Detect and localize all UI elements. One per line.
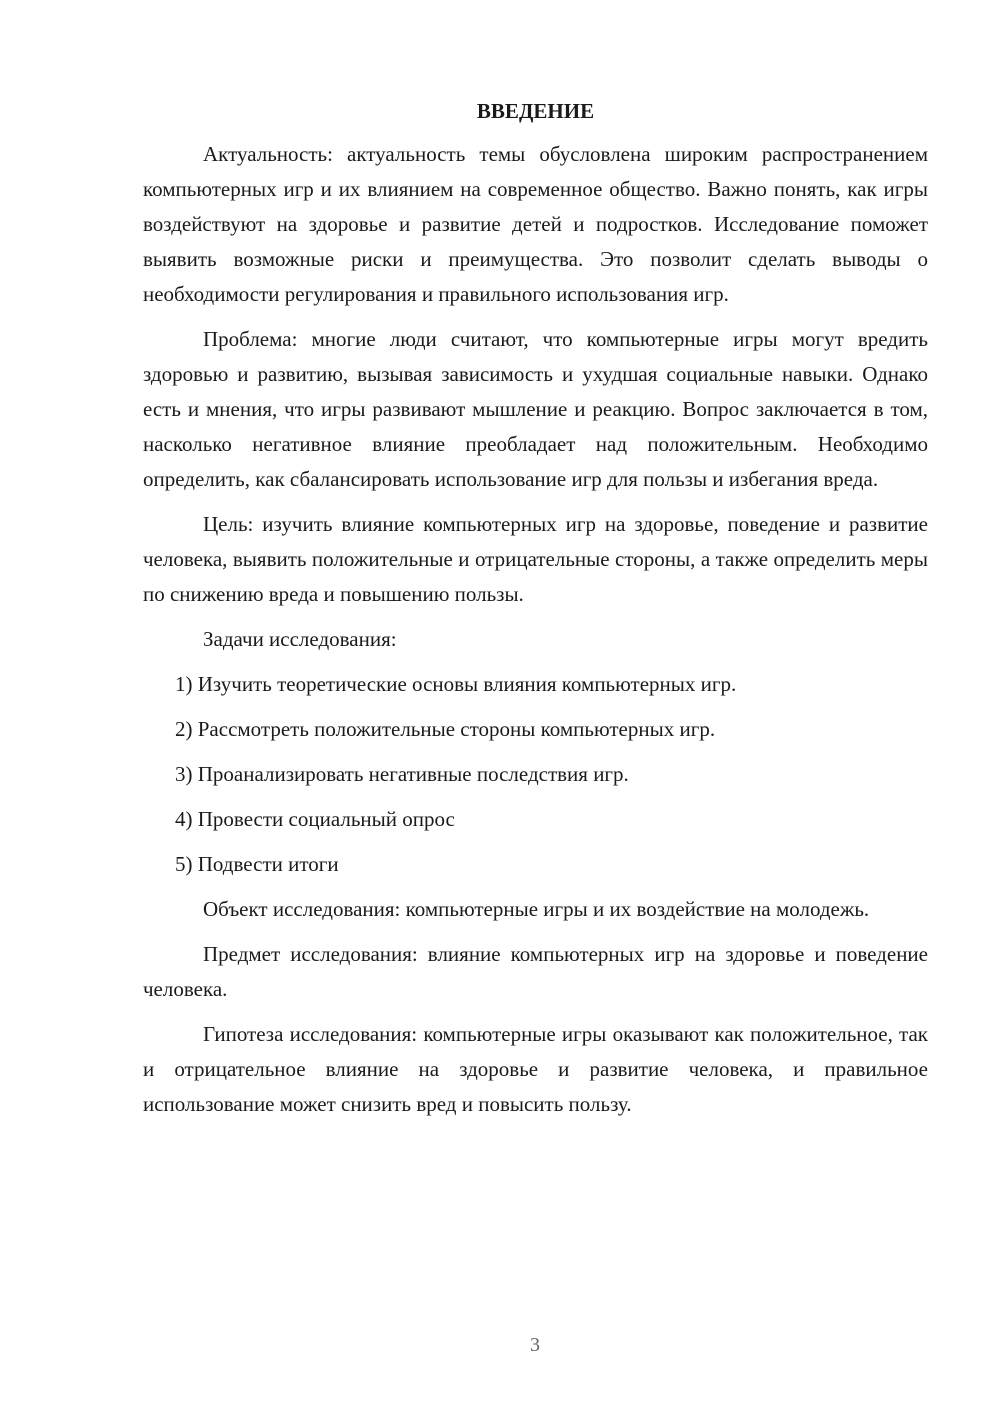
list-item: 3) Проанализировать негативные последствия игр. — [175, 762, 629, 786]
paragraph-object: Объект исследования: компьютерные игры и их воздействие на молодежь. — [203, 897, 870, 921]
paragraph-goal: Цель: изучить влияние компьютерных игр на здоровье, поведение и развитие человека, выявить положительные и отрицательные стороны, а также определить меры по снижению вреда и повышению пользы. — [143, 512, 928, 606]
list-item: 2) Рассмотреть положительные стороны компьютерных игр. — [175, 717, 716, 741]
document-page — [143, 96, 928, 1132]
list-item: 4) Провести социальный опрос — [175, 807, 455, 831]
list-item: 5) Подвести итоги — [175, 852, 339, 876]
paragraph-subject: Предмет исследования: влияние компьютерных игр на здоровье и поведение человека. — [143, 942, 928, 1001]
paragraph-relevance: Актуальность: актуальность темы обусловлена широким распространением компьютерных игр и их влиянием на современное общество. Важно понять, как игры воздействуют на здоровье и развитие детей и подростков. Исследование поможет выявить возможные риски и преимущества. Это позволит сделать выводы о необходимости регулирования и правильного использования игр. — [143, 142, 928, 306]
section-title: ВВЕДЕНИЕ — [476, 99, 595, 123]
paragraph-hypothesis: Гипотеза исследования: компьютерные игры оказывают как положительное, так и отрицательное влияние на здоровье и развитие человека, и правильное использование может снизить вред и повысить пользу. — [143, 1022, 928, 1116]
paragraph-problem: Проблема: многие люди считают, что компьютерные игры могут вредить здоровью и развитию, вызывая зависимость и ухудшая социальные навыки. Однако есть и мнения, что игры развивают мышление и реакцию. Вопрос заключается в том, насколько негативное влияние преобладает над положительным. Необходимо определить, как сбалансировать использование игр для пользы и избегания вреда. — [143, 327, 928, 491]
tasks-heading: Задачи исследования: — [203, 627, 397, 651]
tasks-list — [143, 667, 928, 882]
list-item: 1) Изучить теоретические основы влияния компьютерных игр. — [175, 672, 737, 696]
page-number: 3 — [530, 1334, 540, 1356]
